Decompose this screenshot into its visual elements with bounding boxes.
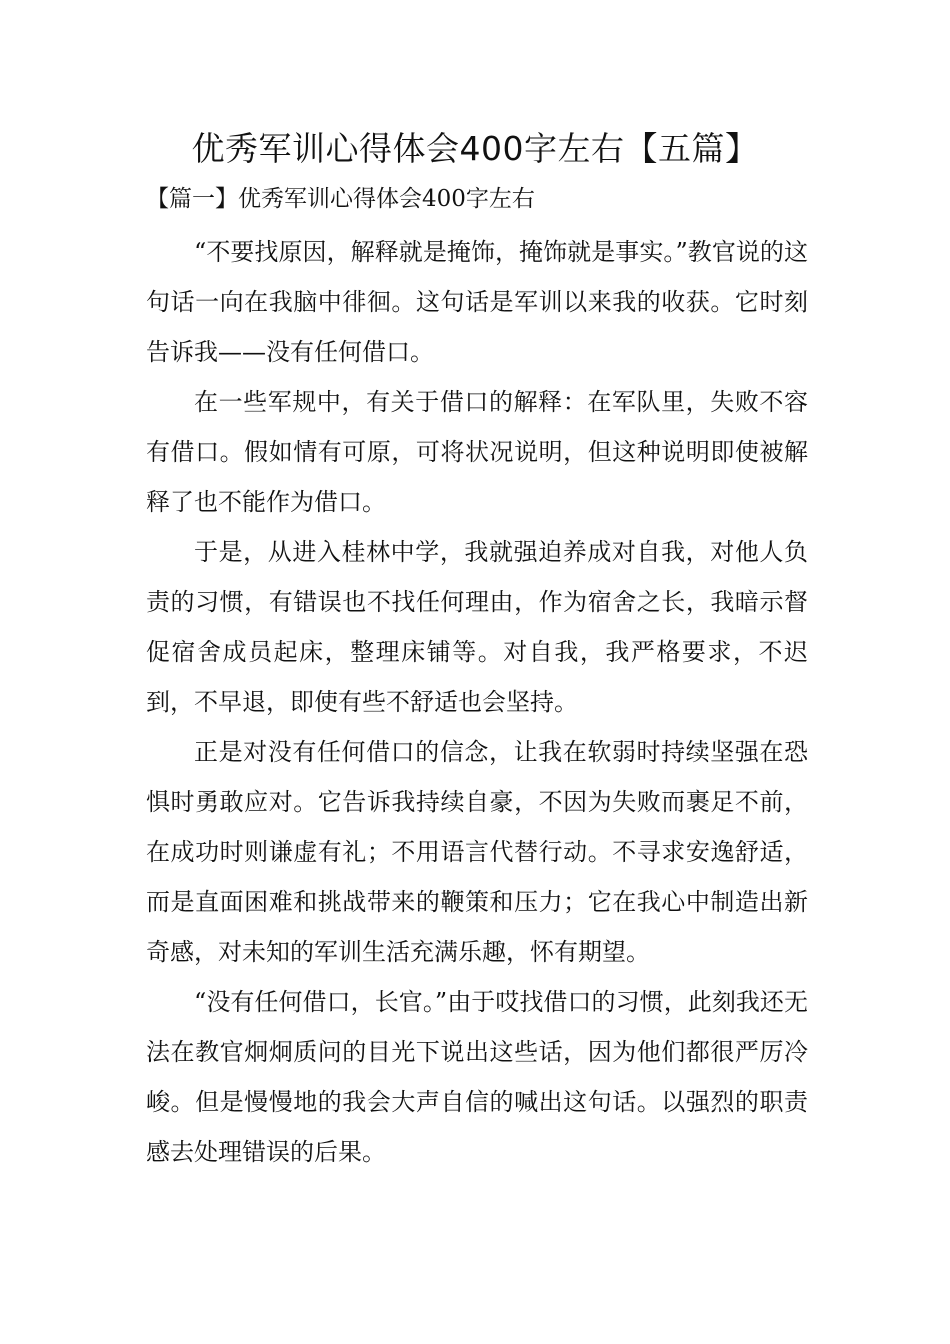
section-heading: 【篇一】优秀军训心得体会400字左右	[146, 186, 535, 212]
paragraph-3: 于是，从进入桂林中学，我就强迫养成对自我，对他人负责的习惯，有错误也不找任何理由，作为宿舍之长，我暗示督促宿舍成员起床，整理床铺等。对自我，我严格要求，不迟到，不早退，即使有些不舒适也会坚持。	[146, 538, 808, 716]
paragraph-5: “没有任何借口，长官。”由于哎找借口的习惯，此刻我还无法在教官炯炯质问的目光下说出这些话，因为他们都很严厉冷峻。但是慢慢地的我会大声自信的喊出这句话。以强烈的职责感去处理错误的后果。	[146, 988, 808, 1166]
document-title: 优秀军训心得体会400字左右【五篇】	[191, 129, 759, 168]
article-body	[146, 227, 808, 1177]
paragraph-2: 在一些军规中，有关于借口的解释：在军队里，失败不容有借口。假如情有可原，可将状况说明，但这种说明即使被解释了也不能作为借口。	[146, 388, 808, 516]
paragraph-1: “不要找原因，解释就是掩饰，掩饰就是事实。”教官说的这句话一向在我脑中徘徊。这句话是军训以来我的收获。它时刻告诉我——没有任何借口。	[146, 238, 808, 366]
paragraph-4: 正是对没有任何借口的信念，让我在软弱时持续坚强在恐惧时勇敢应对。它告诉我持续自豪，不因为失败而裹足不前，在成功时则谦虚有礼；不用语言代替行动。不寻求安逸舒适，而是直面困难和挑战带来的鞭策和压力；它在我心中制造出新奇感，对未知的军训生活充满乐趣，怀有期望。	[146, 738, 808, 966]
